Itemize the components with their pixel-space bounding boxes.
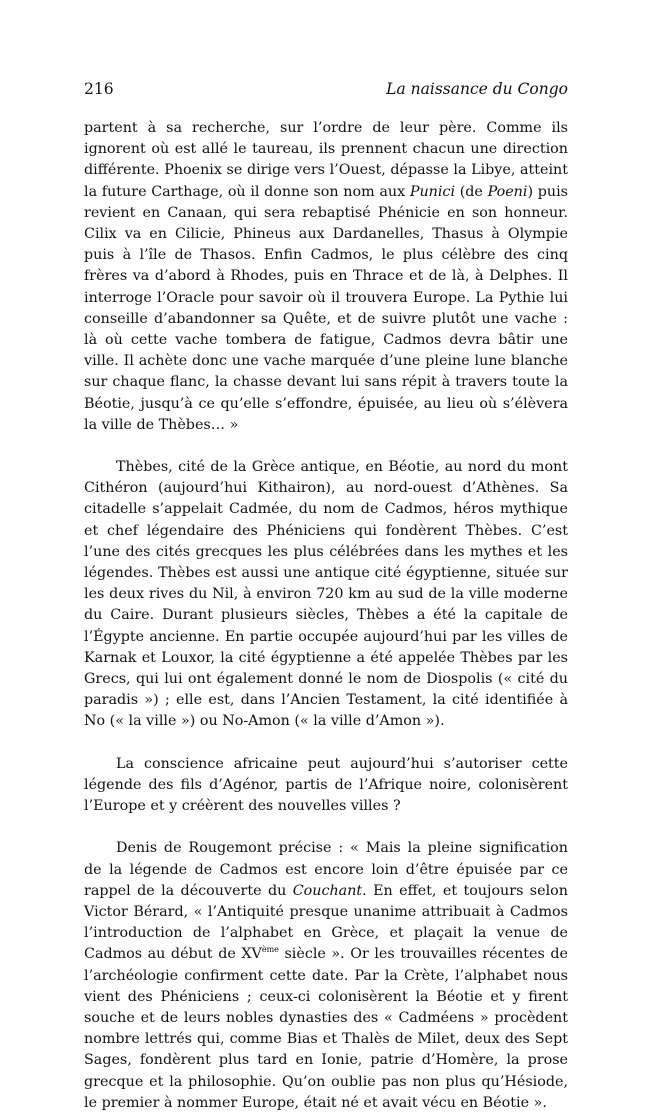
page-number: 216 — [84, 80, 114, 98]
text-segment: . En effet, et toujours selon Victor Bérard, « l’Antiquité presque unanime attribuait à Cadmos l’introduction de l’alphabet en Grèce, et plaçait la venue de Cadmos au début de XV — [84, 882, 568, 963]
running-title: La naissance du Congo — [386, 80, 568, 98]
text-segment: ème — [261, 945, 279, 955]
text-segment: Couchant — [292, 882, 363, 899]
paragraph-rougemont — [84, 838, 568, 1114]
body-text — [84, 118, 568, 1114]
page-header — [84, 80, 568, 104]
paragraph-continuation — [84, 118, 568, 436]
text-segment: Punici — [409, 183, 456, 200]
paragraph-thebes — [84, 457, 568, 733]
text-segment: partent à sa recherche, sur l’ordre de leur père. Comme ils ignorent où est allé le taureau, ils prennent chacun une direction différente. Phoenix se dirige vers l’Ouest, dépasse la Libye, atteint la future Carthage, où il donne son nom aux — [84, 120, 568, 200]
text-segment: La conscience africaine peut aujourd’hui s’autoriser cette légende des fils d’Agénor, partis de l’Afrique noire, colonisèrent l’Europe et y créèrent des nouvelles villes ? — [84, 755, 568, 815]
text-segment: ) puis revient en Canaan, qui sera rebaptisé Phénicie en son honneur. Cilix va en Cilicie, Phineus aux Dardanelles, Thasus à Olympie puis à l’île de Thasos. Enfin Cadmos, le plus célèbre des cinq frères va d’abord à Rhodes, puis en Thrace et de là, à Delphes. Il interroge l’Oracle pour savoir où il trouvera Europe. La Pythie lui conseille d’abandonner sa Quête, et de suivre plutôt une vache : là où cette vache tombera de fatigue, Cadmos devra bâtir une ville. Il achète donc une vache marquée d’une pleine lune blanche sur chaque flanc, la chasse devant lui sans répit à travers toute la Béotie, jusqu’à ce qu’elle s’effondre, épuisée, au lieu où s’élèvera la ville de Thèbes… » — [84, 183, 568, 433]
text-segment: (de — [455, 183, 488, 200]
paragraph-conscience-africaine — [84, 754, 568, 818]
text-segment: Poeni — [487, 183, 528, 200]
text-segment: Thèbes, cité de la Grèce antique, en Béotie, au nord du mont Cithéron (aujourd’hui Kithairon), au nord-ouest d’Athènes. Sa citadelle s’appelait Cadmée, du nom de Cadmos, héros mythique et chef légendaire des Phéniciens qui fondèrent Thèbes. C’est l’une des cités grecques les plus célébrées dans les mythes et les légendes. Thèbes est aussi une antique cité égyptienne, située sur les deux rives du Nil, à environ 720 km au sud de la ville moderne du Caire. Durant plusieurs siècles, Thèbes a été la capitale de l’Égypte ancienne. En partie occupée aujourd’hui par les villes de Karnak et Louxor, la cité égyptienne a été appelée Thèbes par les Grecs, qui lui ont également donné le nom de Diospolis (« cité du paradis ») ; elle est, dans l’Ancien Testament, la cité identifiée à No (« la ville ») ou No-Amon (« la ville d’Amon »). — [84, 459, 568, 730]
text-segment: siècle ». Or les trouvailles récentes de l’archéologie confirment cette date. Par la Crète, l’alphabet nous vient des Phéniciens ; ceux-ci colonisèrent la Béotie et y firent souche et de leurs nobles dynasties des « Cadméens » procèdent nombre lettrés qui, comme Bias et Thalès de Milet, deux des Sept Sages, fondèrent plus tard en Ionie, patrie d’Homère, la prose grecque et la philosophie. Qu’on oublie pas non plus qu’Hésiode, le premier à nommer Europe, était né et avait vécu en Béotie ». — [84, 946, 568, 1111]
text-segment: Denis de Rougemont précise : « Mais la pleine signification de la légende de Cadmos est encore loin d’être épuisée par ce rappel de la découverte du — [84, 840, 568, 899]
